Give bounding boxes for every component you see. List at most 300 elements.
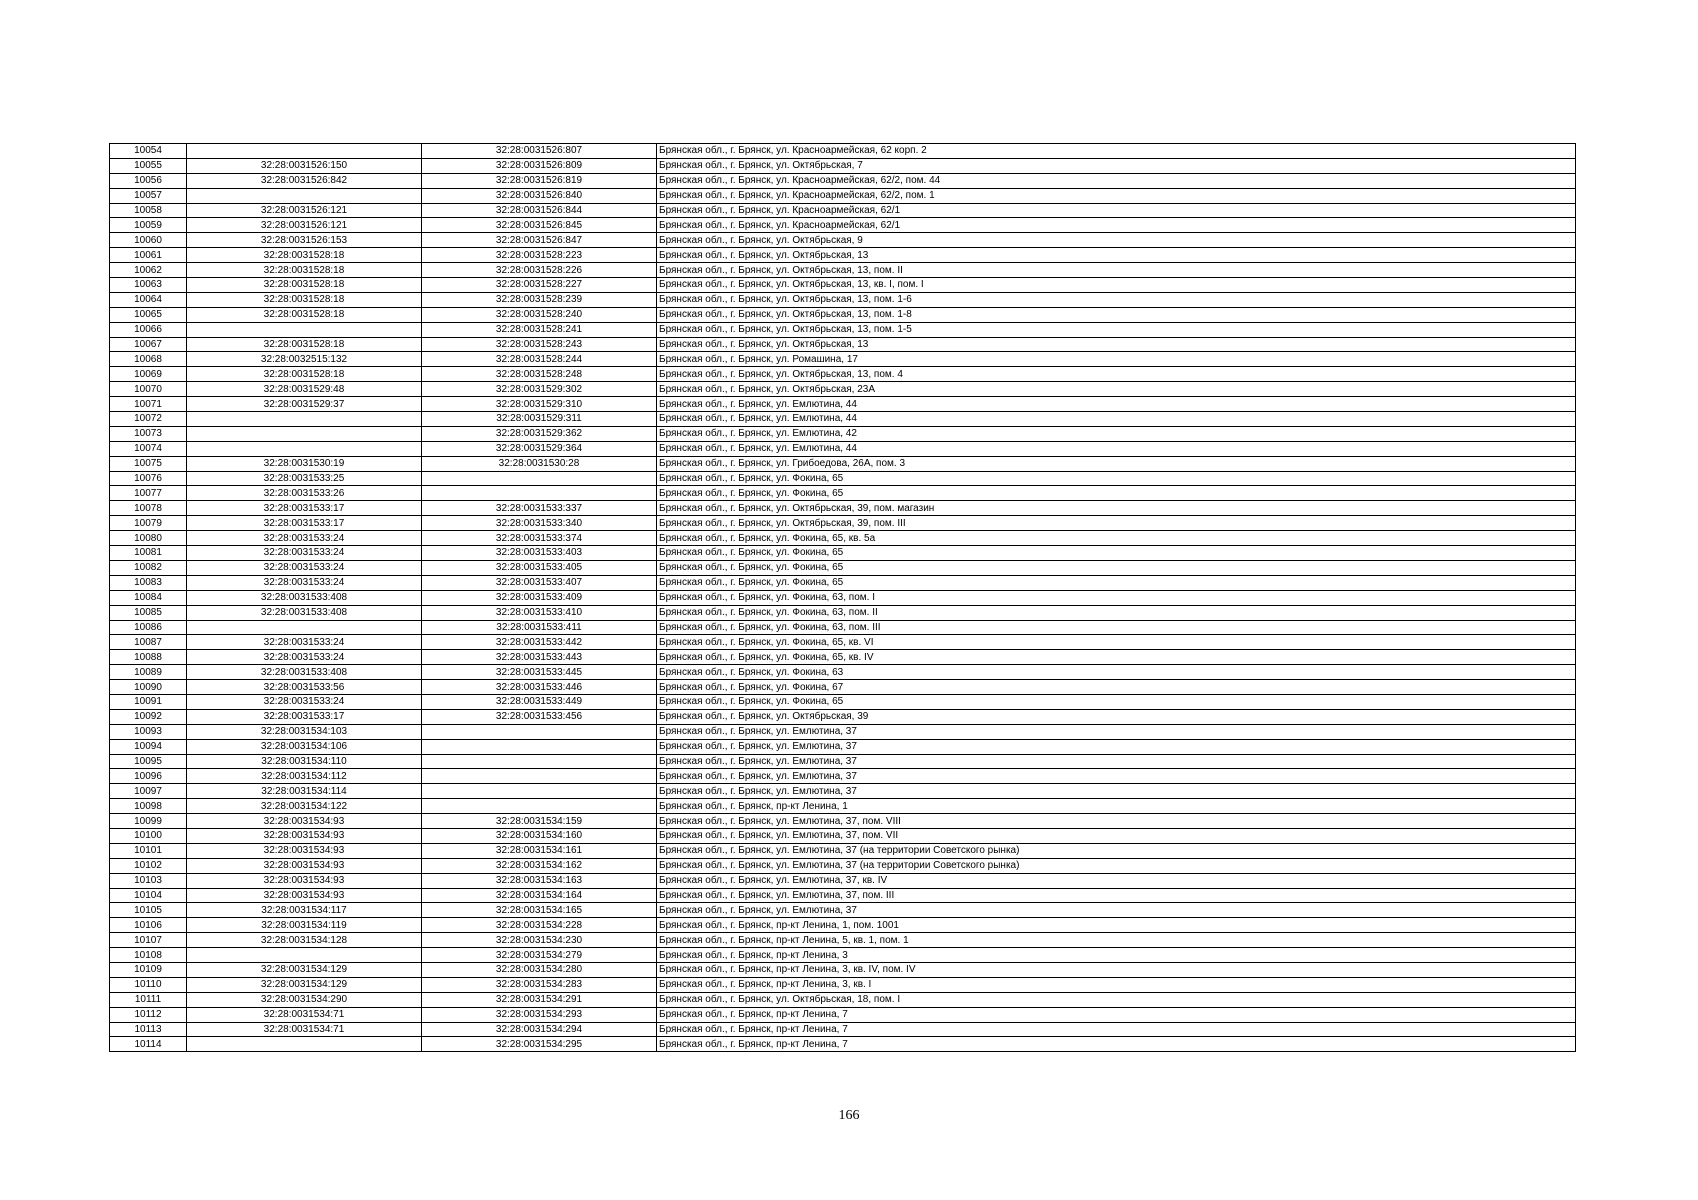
object-cadastral-number-cell: 32:28:0031529:362: [422, 426, 657, 441]
address-cell: Брянская обл., г. Брянск, ул. Емлютина, 37, пом. VII: [657, 828, 1576, 843]
table-row: [110, 456, 1576, 471]
table-row: [110, 575, 1576, 590]
land-cadastral-number-cell: 32:28:0031533:24: [187, 650, 422, 665]
address-cell: Брянская обл., г. Брянск, ул. Фокина, 65, кв. VI: [657, 635, 1576, 650]
object-cadastral-number-cell: 32:28:0031534:295: [422, 1037, 657, 1052]
object-cadastral-number-cell: 32:28:0031528:244: [422, 352, 657, 367]
address-cell: Брянская обл., г. Брянск, ул. Емлютина, 37: [657, 739, 1576, 754]
table-row: [110, 501, 1576, 516]
object-cadastral-number-cell: 32:28:0031528:248: [422, 367, 657, 382]
land-cadastral-number-cell: 32:28:0031528:18: [187, 263, 422, 278]
address-cell: Брянская обл., г. Брянск, ул. Емлютина, 37 (на территории Советского рынка): [657, 858, 1576, 873]
address-cell: Брянская обл., г. Брянск, ул. Емлютина, 44: [657, 441, 1576, 456]
land-cadastral-number-cell: 32:28:0031533:17: [187, 709, 422, 724]
row-number-cell: 10092: [110, 709, 187, 724]
row-number-cell: 10069: [110, 367, 187, 382]
object-cadastral-number-cell: 32:28:0031528:226: [422, 263, 657, 278]
object-cadastral-number-cell: 32:28:0031526:847: [422, 233, 657, 248]
row-number-cell: 10079: [110, 516, 187, 531]
land-cadastral-number-cell: 32:28:0031534:110: [187, 754, 422, 769]
table-row: [110, 218, 1576, 233]
land-cadastral-number-cell: 32:28:0031533:25: [187, 471, 422, 486]
address-cell: Брянская обл., г. Брянск, пр-кт Ленина, 1, пом. 1001: [657, 918, 1576, 933]
address-cell: Брянская обл., г. Брянск, ул. Красноармейская, 62/2, пом. 1: [657, 188, 1576, 203]
address-cell: Брянская обл., г. Брянск, ул. Октябрьская, 13, пом. 4: [657, 367, 1576, 382]
land-cadastral-number-cell: 32:28:0031534:112: [187, 769, 422, 784]
object-cadastral-number-cell: 32:28:0031534:162: [422, 858, 657, 873]
row-number-cell: 10078: [110, 501, 187, 516]
row-number-cell: 10077: [110, 486, 187, 501]
land-cadastral-number-cell: 32:28:0031534:103: [187, 724, 422, 739]
table-row: [110, 948, 1576, 963]
object-cadastral-number-cell: 32:28:0031526:844: [422, 203, 657, 218]
land-cadastral-number-cell: 32:28:0031533:26: [187, 486, 422, 501]
table-row: [110, 814, 1576, 829]
land-cadastral-number-cell: 32:28:0031534:129: [187, 977, 422, 992]
table-row: [110, 992, 1576, 1007]
row-number-cell: 10085: [110, 605, 187, 620]
row-number-cell: 10057: [110, 188, 187, 203]
address-cell: Брянская обл., г. Брянск, ул. Емлютина, 37, пом. VIII: [657, 814, 1576, 829]
object-cadastral-number-cell: 32:28:0031534:165: [422, 903, 657, 918]
land-cadastral-number-cell: [187, 412, 422, 427]
object-cadastral-number-cell: 32:28:0031533:446: [422, 680, 657, 695]
land-cadastral-number-cell: 32:28:0031533:56: [187, 680, 422, 695]
address-cell: Брянская обл., г. Брянск, ул. Емлютина, 37 (на территории Советского рынка): [657, 843, 1576, 858]
object-cadastral-number-cell: 32:28:0031533:403: [422, 546, 657, 561]
object-cadastral-number-cell: 32:28:0031533:340: [422, 516, 657, 531]
land-cadastral-number-cell: 32:28:0031534:71: [187, 1022, 422, 1037]
address-cell: Брянская обл., г. Брянск, ул. Красноармейская, 62 корп. 2: [657, 144, 1576, 159]
row-number-cell: 10087: [110, 635, 187, 650]
address-cell: Брянская обл., г. Брянск, ул. Емлютина, 44: [657, 397, 1576, 412]
land-cadastral-number-cell: [187, 441, 422, 456]
address-cell: Брянская обл., г. Брянск, ул. Фокина, 65: [657, 575, 1576, 590]
object-cadastral-number-cell: 32:28:0031534:164: [422, 888, 657, 903]
object-cadastral-number-cell: 32:28:0031534:283: [422, 977, 657, 992]
table-row: [110, 382, 1576, 397]
row-number-cell: 10107: [110, 933, 187, 948]
table-row: [110, 263, 1576, 278]
address-cell: Брянская обл., г. Брянск, пр-кт Ленина, 5, кв. 1, пом. 1: [657, 933, 1576, 948]
address-cell: Брянская обл., г. Брянск, ул. Фокина, 63, пом. II: [657, 605, 1576, 620]
land-cadastral-number-cell: 32:28:0031534:290: [187, 992, 422, 1007]
address-cell: Брянская обл., г. Брянск, ул. Фокина, 65, кв. IV: [657, 650, 1576, 665]
row-number-cell: 10083: [110, 575, 187, 590]
object-cadastral-number-cell: 32:28:0031533:409: [422, 590, 657, 605]
row-number-cell: 10101: [110, 843, 187, 858]
address-cell: Брянская обл., г. Брянск, ул. Фокина, 63: [657, 665, 1576, 680]
land-cadastral-number-cell: 32:28:0031533:24: [187, 575, 422, 590]
address-cell: Брянская обл., г. Брянск, ул. Емлютина, 37: [657, 724, 1576, 739]
table-row: [110, 1022, 1576, 1037]
land-cadastral-number-cell: [187, 620, 422, 635]
address-cell: Брянская обл., г. Брянск, ул. Красноармейская, 62/2, пом. 44: [657, 173, 1576, 188]
row-number-cell: 10082: [110, 560, 187, 575]
land-cadastral-number-cell: 32:28:0031533:408: [187, 590, 422, 605]
object-cadastral-number-cell: 32:28:0031533:449: [422, 694, 657, 709]
object-cadastral-number-cell: 32:28:0031528:223: [422, 248, 657, 263]
row-number-cell: 10058: [110, 203, 187, 218]
land-cadastral-number-cell: [187, 144, 422, 159]
address-cell: Брянская обл., г. Брянск, ул. Октябрьская, 13, пом. 1-6: [657, 292, 1576, 307]
table-row: [110, 888, 1576, 903]
land-cadastral-number-cell: [187, 188, 422, 203]
row-number-cell: 10109: [110, 962, 187, 977]
object-cadastral-number-cell: 32:28:0031528:241: [422, 322, 657, 337]
row-number-cell: 10073: [110, 426, 187, 441]
land-cadastral-number-cell: 32:28:0031534:93: [187, 858, 422, 873]
address-cell: Брянская обл., г. Брянск, пр-кт Ленина, 3, кв. IV, пом. IV: [657, 962, 1576, 977]
row-number-cell: 10111: [110, 992, 187, 1007]
land-cadastral-number-cell: 32:28:0031534:122: [187, 799, 422, 814]
address-cell: Брянская обл., г. Брянск, ул. Октябрьская, 13: [657, 337, 1576, 352]
table-row: [110, 962, 1576, 977]
row-number-cell: 10067: [110, 337, 187, 352]
address-cell: Брянская обл., г. Брянск, ул. Емлютина, 37, кв. IV: [657, 873, 1576, 888]
object-cadastral-number-cell: 32:28:0031534:161: [422, 843, 657, 858]
address-cell: Брянская обл., г. Брянск, ул. Октябрьская, 13, пом. 1-8: [657, 307, 1576, 322]
address-cell: Брянская обл., г. Брянск, ул. Емлютина, 37: [657, 903, 1576, 918]
row-number-cell: 10089: [110, 665, 187, 680]
land-cadastral-number-cell: 32:28:0031528:18: [187, 278, 422, 293]
address-cell: Брянская обл., г. Брянск, ул. Фокина, 65, кв. 5а: [657, 531, 1576, 546]
table-row: [110, 173, 1576, 188]
land-cadastral-number-cell: 32:28:0031534:71: [187, 1007, 422, 1022]
object-cadastral-number-cell: [422, 471, 657, 486]
object-cadastral-number-cell: 32:28:0031528:239: [422, 292, 657, 307]
land-cadastral-number-cell: 32:28:0031526:121: [187, 218, 422, 233]
row-number-cell: 10080: [110, 531, 187, 546]
table-row: [110, 144, 1576, 159]
object-cadastral-number-cell: 32:28:0031533:442: [422, 635, 657, 650]
object-cadastral-number-cell: 32:28:0031534:159: [422, 814, 657, 829]
table-row: [110, 858, 1576, 873]
table-row: [110, 650, 1576, 665]
table-row: [110, 426, 1576, 441]
table-row: [110, 352, 1576, 367]
address-cell: Брянская обл., г. Брянск, ул. Емлютина, 37: [657, 769, 1576, 784]
table-row: [110, 903, 1576, 918]
land-cadastral-number-cell: 32:28:0031529:37: [187, 397, 422, 412]
row-number-cell: 10056: [110, 173, 187, 188]
object-cadastral-number-cell: 32:28:0031533:374: [422, 531, 657, 546]
land-cadastral-number-cell: 32:28:0031528:18: [187, 367, 422, 382]
row-number-cell: 10055: [110, 158, 187, 173]
row-number-cell: 10096: [110, 769, 187, 784]
row-number-cell: 10071: [110, 397, 187, 412]
table-row: [110, 635, 1576, 650]
object-cadastral-number-cell: [422, 486, 657, 501]
land-cadastral-number-cell: 32:28:0031526:153: [187, 233, 422, 248]
table-row: [110, 233, 1576, 248]
land-cadastral-number-cell: 32:28:0031528:18: [187, 337, 422, 352]
land-cadastral-number-cell: 32:28:0031534:114: [187, 784, 422, 799]
object-cadastral-number-cell: 32:28:0031534:163: [422, 873, 657, 888]
table-row: [110, 680, 1576, 695]
address-cell: Брянская обл., г. Брянск, ул. Фокина, 65: [657, 694, 1576, 709]
row-number-cell: 10059: [110, 218, 187, 233]
address-cell: Брянская обл., г. Брянск, ул. Емлютина, 42: [657, 426, 1576, 441]
address-cell: Брянская обл., г. Брянск, ул. Октябрьская, 39, пом. III: [657, 516, 1576, 531]
object-cadastral-number-cell: 32:28:0031534:293: [422, 1007, 657, 1022]
object-cadastral-number-cell: [422, 799, 657, 814]
page-number: 166: [838, 1108, 860, 1123]
address-cell: Брянская обл., г. Брянск, ул. Фокина, 63, пом. I: [657, 590, 1576, 605]
table-row: [110, 590, 1576, 605]
land-cadastral-number-cell: 32:28:0031533:24: [187, 635, 422, 650]
object-cadastral-number-cell: 32:28:0031533:411: [422, 620, 657, 635]
land-cadastral-number-cell: 32:28:0031533:17: [187, 501, 422, 516]
address-cell: Брянская обл., г. Брянск, ул. Красноармейская, 62/1: [657, 218, 1576, 233]
land-cadastral-number-cell: [187, 426, 422, 441]
object-cadastral-number-cell: 32:28:0031526:840: [422, 188, 657, 203]
land-cadastral-number-cell: 32:28:0031526:121: [187, 203, 422, 218]
table-row: [110, 412, 1576, 427]
land-cadastral-number-cell: 32:28:0031534:93: [187, 843, 422, 858]
land-cadastral-number-cell: [187, 948, 422, 963]
table-row: [110, 709, 1576, 724]
row-number-cell: 10060: [110, 233, 187, 248]
land-cadastral-number-cell: 32:28:0032515:132: [187, 352, 422, 367]
table-row: [110, 739, 1576, 754]
table-row: [110, 471, 1576, 486]
row-number-cell: 10106: [110, 918, 187, 933]
object-cadastral-number-cell: 32:28:0031526:819: [422, 173, 657, 188]
row-number-cell: 10075: [110, 456, 187, 471]
object-cadastral-number-cell: 32:28:0031534:294: [422, 1022, 657, 1037]
object-cadastral-number-cell: 32:28:0031533:337: [422, 501, 657, 516]
address-cell: Брянская обл., г. Брянск, ул. Октябрьская, 23А: [657, 382, 1576, 397]
row-number-cell: 10114: [110, 1037, 187, 1052]
row-number-cell: 10074: [110, 441, 187, 456]
table-row: [110, 560, 1576, 575]
land-cadastral-number-cell: [187, 1037, 422, 1052]
row-number-cell: 10094: [110, 739, 187, 754]
address-cell: Брянская обл., г. Брянск, пр-кт Ленина, 7: [657, 1037, 1576, 1052]
table-row: [110, 918, 1576, 933]
row-number-cell: 10105: [110, 903, 187, 918]
table-row: [110, 486, 1576, 501]
row-number-cell: 10103: [110, 873, 187, 888]
object-cadastral-number-cell: 32:28:0031534:291: [422, 992, 657, 1007]
object-cadastral-number-cell: 32:28:0031528:227: [422, 278, 657, 293]
land-cadastral-number-cell: 32:28:0031534:128: [187, 933, 422, 948]
table-row: [110, 828, 1576, 843]
row-number-cell: 10062: [110, 263, 187, 278]
object-cadastral-number-cell: 32:28:0031533:443: [422, 650, 657, 665]
row-number-cell: 10113: [110, 1022, 187, 1037]
table-row: [110, 694, 1576, 709]
object-cadastral-number-cell: [422, 784, 657, 799]
table-row: [110, 158, 1576, 173]
land-cadastral-number-cell: 32:28:0031529:48: [187, 382, 422, 397]
object-cadastral-number-cell: 32:28:0031534:280: [422, 962, 657, 977]
address-cell: Брянская обл., г. Брянск, ул. Фокина, 65: [657, 486, 1576, 501]
row-number-cell: 10065: [110, 307, 187, 322]
land-cadastral-number-cell: 32:28:0031533:24: [187, 531, 422, 546]
table-row: [110, 337, 1576, 352]
land-cadastral-number-cell: 32:28:0031534:129: [187, 962, 422, 977]
row-number-cell: 10104: [110, 888, 187, 903]
address-cell: Брянская обл., г. Брянск, ул. Октябрьская, 9: [657, 233, 1576, 248]
land-cadastral-number-cell: 32:28:0031534:93: [187, 814, 422, 829]
row-number-cell: 10099: [110, 814, 187, 829]
object-cadastral-number-cell: 32:28:0031529:310: [422, 397, 657, 412]
table-row: [110, 248, 1576, 263]
address-cell: Брянская обл., г. Брянск, ул. Грибоедова, 26А, пом. 3: [657, 456, 1576, 471]
table-row: [110, 203, 1576, 218]
row-number-cell: 10054: [110, 144, 187, 159]
table-row: [110, 873, 1576, 888]
land-cadastral-number-cell: 32:28:0031534:93: [187, 828, 422, 843]
row-number-cell: 10093: [110, 724, 187, 739]
row-number-cell: 10066: [110, 322, 187, 337]
land-cadastral-number-cell: [187, 322, 422, 337]
land-cadastral-number-cell: 32:28:0031534:119: [187, 918, 422, 933]
row-number-cell: 10098: [110, 799, 187, 814]
row-number-cell: 10088: [110, 650, 187, 665]
table-row: [110, 1007, 1576, 1022]
object-cadastral-number-cell: 32:28:0031534:160: [422, 828, 657, 843]
address-cell: Брянская обл., г. Брянск, ул. Октябрьская, 13, кв. I, пом. I: [657, 278, 1576, 293]
row-number-cell: 10061: [110, 248, 187, 263]
row-number-cell: 10095: [110, 754, 187, 769]
object-cadastral-number-cell: 32:28:0031526:809: [422, 158, 657, 173]
table-row: [110, 292, 1576, 307]
land-cadastral-number-cell: 32:28:0031528:18: [187, 292, 422, 307]
object-cadastral-number-cell: 32:28:0031529:364: [422, 441, 657, 456]
object-cadastral-number-cell: [422, 739, 657, 754]
table-row: [110, 441, 1576, 456]
row-number-cell: 10084: [110, 590, 187, 605]
land-cadastral-number-cell: 32:28:0031530:19: [187, 456, 422, 471]
object-cadastral-number-cell: [422, 769, 657, 784]
row-number-cell: 10102: [110, 858, 187, 873]
land-cadastral-number-cell: 32:28:0031526:150: [187, 158, 422, 173]
table-row: [110, 724, 1576, 739]
address-cell: Брянская обл., г. Брянск, пр-кт Ленина, 1: [657, 799, 1576, 814]
land-cadastral-number-cell: 32:28:0031534:93: [187, 888, 422, 903]
address-cell: Брянская обл., г. Брянск, пр-кт Ленина, 7: [657, 1007, 1576, 1022]
table-row: [110, 531, 1576, 546]
object-cadastral-number-cell: 32:28:0031533:410: [422, 605, 657, 620]
address-cell: Брянская обл., г. Брянск, ул. Октябрьская, 18, пом. I: [657, 992, 1576, 1007]
address-cell: Брянская обл., г. Брянск, пр-кт Ленина, 3, кв. I: [657, 977, 1576, 992]
land-cadastral-number-cell: 32:28:0031533:24: [187, 546, 422, 561]
row-number-cell: 10072: [110, 412, 187, 427]
table-row: [110, 278, 1576, 293]
table-row: [110, 516, 1576, 531]
object-cadastral-number-cell: 32:28:0031533:445: [422, 665, 657, 680]
row-number-cell: 10063: [110, 278, 187, 293]
land-cadastral-number-cell: 32:28:0031533:17: [187, 516, 422, 531]
row-number-cell: 10064: [110, 292, 187, 307]
row-number-cell: 10068: [110, 352, 187, 367]
object-cadastral-number-cell: [422, 754, 657, 769]
land-cadastral-number-cell: 32:28:0031533:24: [187, 694, 422, 709]
object-cadastral-number-cell: 32:28:0031529:311: [422, 412, 657, 427]
table-row: [110, 322, 1576, 337]
address-cell: Брянская обл., г. Брянск, ул. Красноармейская, 62/1: [657, 203, 1576, 218]
object-cadastral-number-cell: 32:28:0031526:845: [422, 218, 657, 233]
row-number-cell: 10100: [110, 828, 187, 843]
address-cell: Брянская обл., г. Брянск, ул. Емлютина, 44: [657, 412, 1576, 427]
land-cadastral-number-cell: 32:28:0031528:18: [187, 307, 422, 322]
table-row: [110, 933, 1576, 948]
address-cell: Брянская обл., г. Брянск, пр-кт Ленина, 7: [657, 1022, 1576, 1037]
table-row: [110, 977, 1576, 992]
table-body: [110, 144, 1576, 1052]
row-number-cell: 10091: [110, 694, 187, 709]
table-row: [110, 769, 1576, 784]
table-row: [110, 307, 1576, 322]
table-row: [110, 1037, 1576, 1052]
address-cell: Брянская обл., г. Брянск, ул. Ромашина, 17: [657, 352, 1576, 367]
table-row: [110, 397, 1576, 412]
address-cell: Брянская обл., г. Брянск, ул. Октябрьская, 7: [657, 158, 1576, 173]
address-cell: Брянская обл., г. Брянск, ул. Фокина, 63, пом. III: [657, 620, 1576, 635]
address-cell: Брянская обл., г. Брянск, ул. Фокина, 65: [657, 471, 1576, 486]
table-row: [110, 784, 1576, 799]
row-number-cell: 10110: [110, 977, 187, 992]
object-cadastral-number-cell: 32:28:0031528:243: [422, 337, 657, 352]
object-cadastral-number-cell: 32:28:0031530:28: [422, 456, 657, 471]
land-cadastral-number-cell: 32:28:0031534:93: [187, 873, 422, 888]
row-number-cell: 10086: [110, 620, 187, 635]
property-registry-table: [109, 143, 1576, 1052]
address-cell: Брянская обл., г. Брянск, ул. Октябрьская, 39: [657, 709, 1576, 724]
address-cell: Брянская обл., г. Брянск, ул. Фокина, 67: [657, 680, 1576, 695]
table-row: [110, 367, 1576, 382]
table-row: [110, 754, 1576, 769]
land-cadastral-number-cell: 32:28:0031533:408: [187, 665, 422, 680]
row-number-cell: 10076: [110, 471, 187, 486]
address-cell: Брянская обл., г. Брянск, ул. Фокина, 65: [657, 560, 1576, 575]
land-cadastral-number-cell: 32:28:0031528:18: [187, 248, 422, 263]
object-cadastral-number-cell: [422, 724, 657, 739]
object-cadastral-number-cell: 32:28:0031528:240: [422, 307, 657, 322]
address-cell: Брянская обл., г. Брянск, ул. Емлютина, 37, пом. III: [657, 888, 1576, 903]
address-cell: Брянская обл., г. Брянск, ул. Фокина, 65: [657, 546, 1576, 561]
address-cell: Брянская обл., г. Брянск, ул. Октябрьская, 13, пом. II: [657, 263, 1576, 278]
land-cadastral-number-cell: 32:28:0031534:117: [187, 903, 422, 918]
table-row: [110, 843, 1576, 858]
table-row: [110, 620, 1576, 635]
table-row: [110, 799, 1576, 814]
land-cadastral-number-cell: 32:28:0031533:24: [187, 560, 422, 575]
address-cell: Брянская обл., г. Брянск, ул. Октябрьская, 39, пом. магазин: [657, 501, 1576, 516]
address-cell: Брянская обл., г. Брянск, пр-кт Ленина, 3: [657, 948, 1576, 963]
row-number-cell: 10112: [110, 1007, 187, 1022]
address-cell: Брянская обл., г. Брянск, ул. Емлютина, 37: [657, 754, 1576, 769]
object-cadastral-number-cell: 32:28:0031529:302: [422, 382, 657, 397]
address-cell: Брянская обл., г. Брянск, ул. Октябрьская, 13: [657, 248, 1576, 263]
object-cadastral-number-cell: 32:28:0031533:407: [422, 575, 657, 590]
object-cadastral-number-cell: 32:28:0031526:807: [422, 144, 657, 159]
row-number-cell: 10081: [110, 546, 187, 561]
object-cadastral-number-cell: 32:28:0031533:456: [422, 709, 657, 724]
table-row: [110, 605, 1576, 620]
land-cadastral-number-cell: 32:28:0031533:408: [187, 605, 422, 620]
land-cadastral-number-cell: 32:28:0031534:106: [187, 739, 422, 754]
row-number-cell: 10108: [110, 948, 187, 963]
row-number-cell: 10090: [110, 680, 187, 695]
table-row: [110, 188, 1576, 203]
row-number-cell: 10070: [110, 382, 187, 397]
object-cadastral-number-cell: 32:28:0031534:230: [422, 933, 657, 948]
table-row: [110, 546, 1576, 561]
